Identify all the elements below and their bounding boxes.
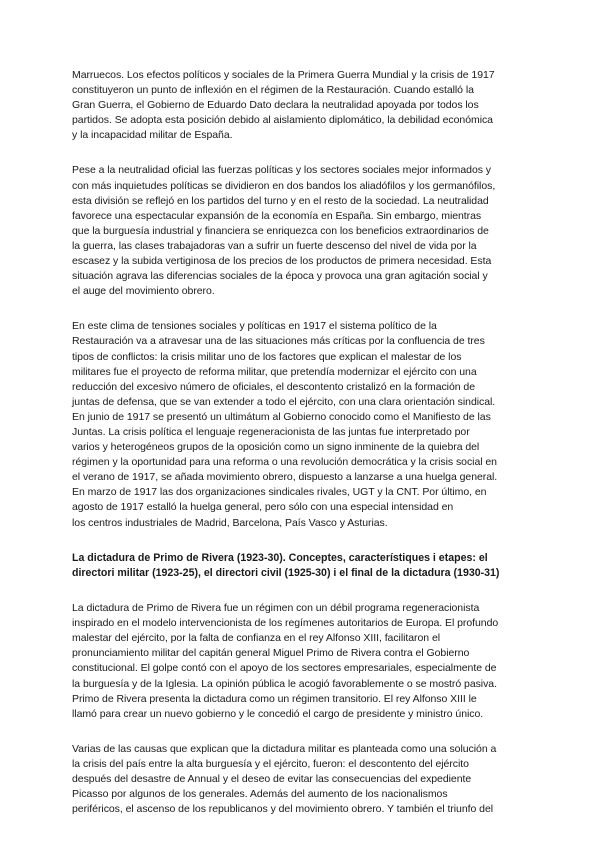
paragraph-dictatorship: La dictadura de Primo de Rivera fue un régimen con un débil programa regeneracionista inspirado en el modelo intervencionista de los regímenes autoritarios de Europa. El profundo malestar del ejército, por la falta de confianza en el rey Alfonso XIII, facilitaron el pronunciamiento militar del capitán general Miguel Primo de Rivera contra el Gobierno constitucional. El golpe contó con el apoyo de los sectores empresariales, especialmente de la burguesía y de la Iglesia. La opinión pública le acogió favorablemente o se mostró pasiva. Primo de Rivera presenta la dictadura como un régimen transitorio. El rey Alfonso XIII le llamó para crear un nuevo gobierno y le concedió el cargo de presidente y ministro único. [72,602,499,720]
paragraph-causes: Varias de las causas que explican que la dictadura militar es planteada como una solución a la crisis del país entre la alta burguesía y el ejército, fueron: el descontento del ejército después del desastre de Annual y el deseo de evitar las consecuencias del expediente Picasso por algunos de los generales. Además del aumento de los nacionalismos periféricos, el ascenso de los republicanos y del movimiento obrero. Y también el triunfo del [72,742,497,816]
document-page [72,68,530,837]
paragraph-crisis-1917: En este clima de tensiones sociales y políticas en 1917 el sistema político de la Restauración va a atravesar una de las situaciones más críticas por la confluencia de tres tipos de conflictos: la crisis militar uno de los factores que explican el malestar de los militares fue el proyecto de reforma militar, que pretendía modernizar el ejército con una reducción del excesivo número de oficiales, el descontento cristalizó en la formación de juntas de defensa, que se van extender a todo el ejército, con una clara orientación sindical. En junio de 1917 se presentó un ultimátum al Gobierno conocido como el Manifiesto de las Juntas. La crisis política el lenguaje regeneracionista de las juntas fue interpretado por varios y heterogéneos grupos de la oposición como un signo inminente de la quiebra del régimen y la oportunidad para una reforma o una revolución democrática y la crisis social en el verano de 1917, se añada movimiento obrero, dispuesto a lanzarse a una huelga general. En marzo de 1917 las dos organizaciones sindicales rivales, UGT y la CNT. Por último, en agosto de 1917 estalló la huelga general, pero sólo con una especial intensidad en los centros industriales de Madrid, Barcelona, País Vasco y Asturias. [72,320,498,529]
section-heading: La dictadura de Primo de Rivera (1923-30). Conceptes, característiques i etapes: el directori militar (1923-25), el directori civil (1925-30) i el final de la dictadura (1930-31) [72,551,500,579]
paragraph-first-world-war: Marruecos. Los efectos políticos y sociales de la Primera Guerra Mundial y la crisis de 1917 constituyeron un punto de inflexión en el régimen de la Restauración. Cuando estalló la Gran Guerra, el Gobierno de Eduardo Dato declara la neutralidad apoyada por todos los partidos. Se adopta esta posición debido al aislamiento diplomático, la debilidad económica y la incapacidad militar de España. [72,69,495,142]
paragraph-neutrality: Pese a la neutralidad oficial las fuerzas políticas y los sectores sociales mejor informados y con más inquietudes políticas se dividieron en dos bandos los aliadófilos y los germanófilos, esta división se reflejó en los partidos del turno y en el resto de la sociedad. La neutralidad favorece una espectacular expansión de la economía en España. Sin embargo, mientras que la burguesía industrial y financiera se enriquezca con los beneficios extraordinarios de la guerra, las clases trabajadoras van a sufrir un fuerte descenso del nivel de vida por la escasez y la subida vertiginosa de los precios de los productos de primera necesidad. Esta situación agrava las diferencias sociales de la época y provoca una gran agitación social y el auge del movimiento obrero. [72,164,496,298]
